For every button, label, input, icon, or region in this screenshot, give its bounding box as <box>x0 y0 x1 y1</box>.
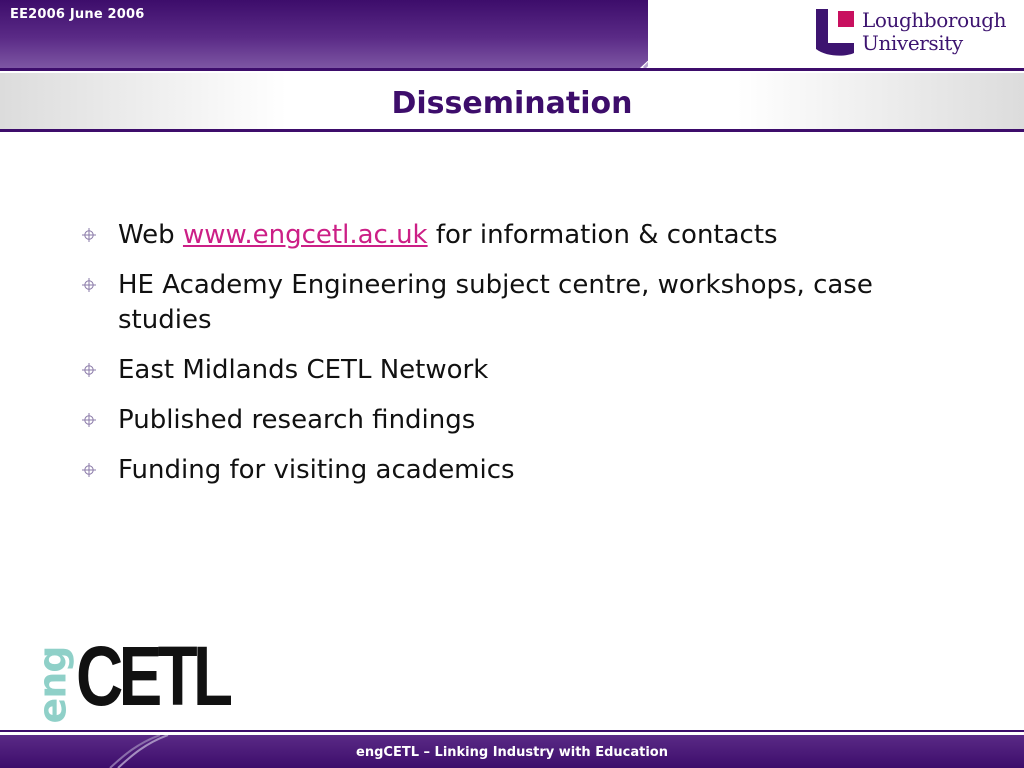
crosshair-circle-icon <box>82 228 96 242</box>
bullet-item-web <box>80 218 940 253</box>
bullet-list <box>80 218 940 503</box>
loughborough-university-logo <box>816 9 1020 59</box>
footer-tagline: engCETL – Linking Industry with Education <box>356 745 668 760</box>
crosshair-circle-icon <box>82 363 96 377</box>
bullet-text-prefix: Web <box>118 220 183 250</box>
engcetl-website-link[interactable]: www.engcetl.ac.uk <box>182 220 428 250</box>
engcetl-logo-eng: eng <box>30 646 75 724</box>
university-name-line1: Loughborough <box>862 8 1007 32</box>
title-divider <box>0 129 1024 132</box>
bullet-text-suffix: for information & contacts <box>427 220 778 250</box>
crosshair-circle-icon <box>82 413 96 427</box>
university-name-line2: University <box>862 31 963 55</box>
university-crest-icon <box>816 9 856 57</box>
bullet-item-cetl-network <box>80 353 940 388</box>
crosshair-circle-icon <box>82 278 96 292</box>
bullet-text: HE Academy Engineering subject centre, workshops, case studies <box>118 270 873 335</box>
slide-title: Dissemination <box>391 86 633 121</box>
engcetl-logo-cetl: CETL <box>76 629 229 723</box>
bullet-item-research <box>80 403 940 438</box>
bullet-text: East Midlands CETL Network <box>118 355 489 385</box>
university-name <box>862 9 1006 55</box>
bullet-text: Published research findings <box>118 405 476 435</box>
header-divider <box>0 68 1024 71</box>
engcetl-logo <box>24 629 229 724</box>
event-caption: EE2006 June 2006 <box>10 7 145 22</box>
crosshair-circle-icon <box>82 463 96 477</box>
footer-divider <box>0 730 1024 732</box>
bullet-item-funding <box>80 453 940 488</box>
bullet-text: Funding for visiting academics <box>118 455 515 485</box>
bullet-item-he-academy <box>80 268 940 338</box>
